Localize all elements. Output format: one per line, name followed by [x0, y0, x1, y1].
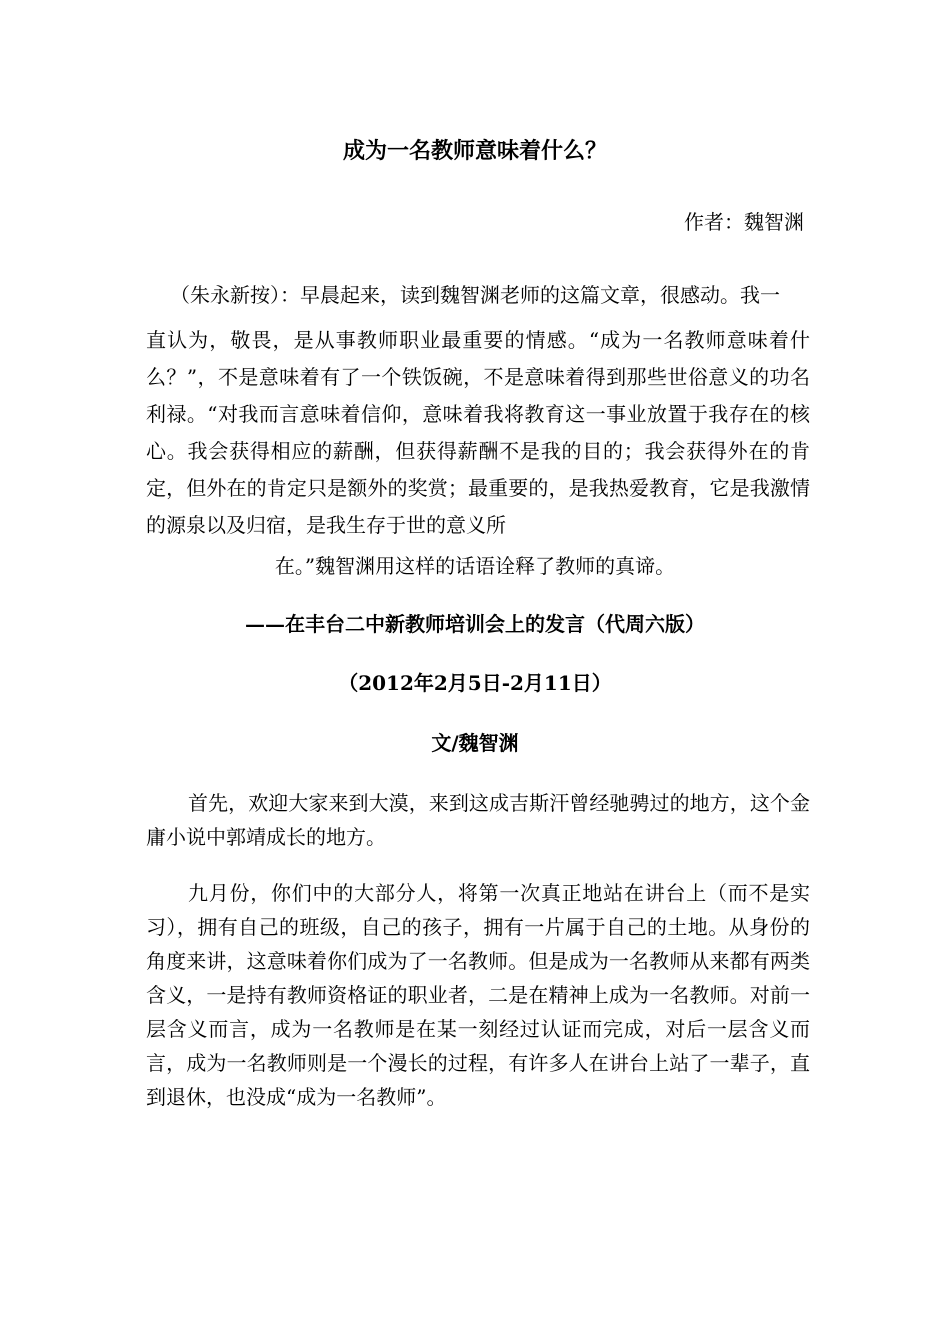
date-subtitle: （2012年2月5日-2月11日）	[338, 671, 612, 695]
document-title: 成为一名教师意味着什么？	[342, 138, 607, 164]
editor-note-last-line: 在。”魏智渊用这样的话语诠释了教师的真谛。	[274, 554, 676, 578]
body-paragraph-2: 九月份，你们中的大部分人，将第一次真正地站在讲台上（而不是实习），拥有自己的班级，自己的孩子，拥有一片属于自己的土地。从身份的角度来讲，这意味着你们成为了一名教师。但是成为一名教师从来都有两类含义，一是持有教师资格证的职业者，二是在精神上成为一名教师。对前一层含义而言，成为一名教师是在某一刻经过认证而完成，对后一层含义而言，成为一名教师则是一个漫长的过程，有许多人在讲台上站了一辈子，直到退休，也没成“成为一名教师”。	[146, 881, 810, 1109]
editor-note	[146, 277, 810, 544]
author-line: 作者：魏智渊	[684, 210, 804, 234]
editor-note-body: 直认为，敬畏，是从事教师职业最重要的情感。“成为一名教师意味着什么？”，不是意味着有了一个铁饭碗，不是意味着得到那些世俗意义的功名利禄。“对我而言意味着信仰，意味着我将教育这一事业放置于我存在的核心。我会获得相应的薪酬，但获得薪酬不是我的目的；我会获得外在的肯定，但外在的肯定只是额外的奖赏；最重要的，是我热爱教育，它是我激情的源泉以及归宿，是我生存于世的意义所	[146, 328, 810, 537]
body-paragraph-1: 首先，欢迎大家来到大漠，来到这成吉斯汗曾经驰骋过的地方，这个金庸小说中郭靖成长的地方。	[146, 791, 810, 849]
editor-note-first-line: （朱永新按）：早晨起来，读到魏智渊老师的这篇文章，很感动。我一	[170, 283, 780, 307]
byline: 文/魏智渊	[431, 731, 519, 755]
speech-subtitle: ——在丰台二中新教师培训会上的发言（代周六版）	[245, 612, 705, 636]
